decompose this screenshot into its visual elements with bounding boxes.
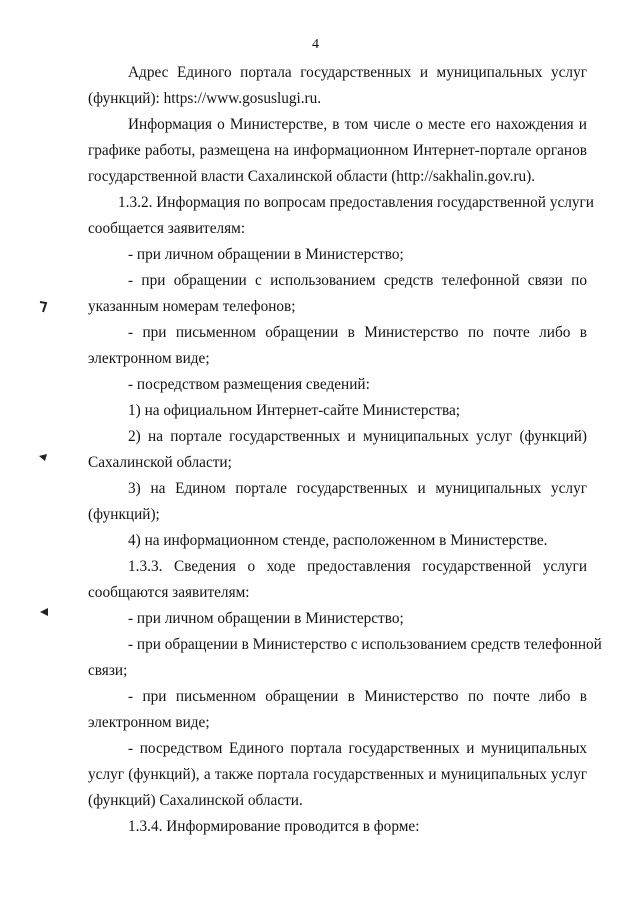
text-line: 2) на портале государственных и муниципальных услуг (функций) — [128, 428, 587, 445]
text-line: указанным номерам телефонов; — [88, 298, 296, 315]
text-line: Информация о Министерстве, в том числе о месте его нахождения и — [128, 116, 587, 133]
text-line: (функций); — [88, 506, 160, 523]
scan-mark-1 — [38, 300, 48, 314]
text-line: Сахалинской области; — [88, 454, 232, 471]
text-line: услуг (функций), а также портала государственных и муниципальных услуг — [88, 766, 587, 783]
text-line: - при обращении в Министерство с использованием средств телефонной — [128, 636, 602, 653]
text-line: сообщается заявителям: — [88, 220, 246, 237]
text-line: 1) на официальном Интернет-сайте Министерства; — [128, 402, 461, 419]
text-line: - при личном обращении в Министерство; — [128, 610, 404, 627]
page-number: 4 — [312, 37, 319, 52]
text-line: - посредством размещения сведений: — [128, 376, 370, 393]
text-line: - при письменном обращении в Министерство по почте либо в — [128, 324, 587, 341]
text-line: государственной власти Сахалинской области (http://sakhalin.gov.ru). — [88, 168, 536, 185]
text-line: - посредством Единого портала государственных и муниципальных — [128, 740, 587, 757]
text-line: 3) на Едином портале государственных и муниципальных услуг — [128, 480, 587, 497]
text-line: графике работы, размещена на информационном Интернет-портале органов — [88, 142, 587, 159]
text-line: сообщаются заявителям: — [88, 584, 250, 601]
text-line: 1.3.3. Сведения о ходе предоставления государственной услуги — [128, 558, 587, 575]
text-line: 1.3.4. Информирование проводится в форме: — [128, 818, 420, 835]
text-line: Адрес Единого портала государственных и муниципальных услуг — [128, 64, 587, 81]
text-line: - при обращении с использованием средств телефонной связи по — [128, 272, 587, 289]
text-line: - при письменном обращении в Министерство по почте либо в — [128, 688, 587, 705]
text-line: электронном виде; — [88, 350, 210, 367]
text-line: электронном виде; — [88, 714, 210, 731]
text-line: 1.3.2. Информация по вопросам предоставления государственной услуги — [118, 194, 594, 211]
text-line: (функций) Сахалинской области. — [88, 792, 303, 809]
text-line: - при личном обращении в Министерство; — [128, 246, 404, 263]
scan-mark-3 — [38, 606, 50, 618]
scan-mark-2 — [38, 452, 50, 464]
text-line: связи; — [88, 662, 128, 679]
text-line: (функций): https://www.gosuslugi.ru. — [88, 90, 322, 107]
text-line: 4) на информационном стенде, расположенном в Министерстве. — [128, 532, 548, 549]
